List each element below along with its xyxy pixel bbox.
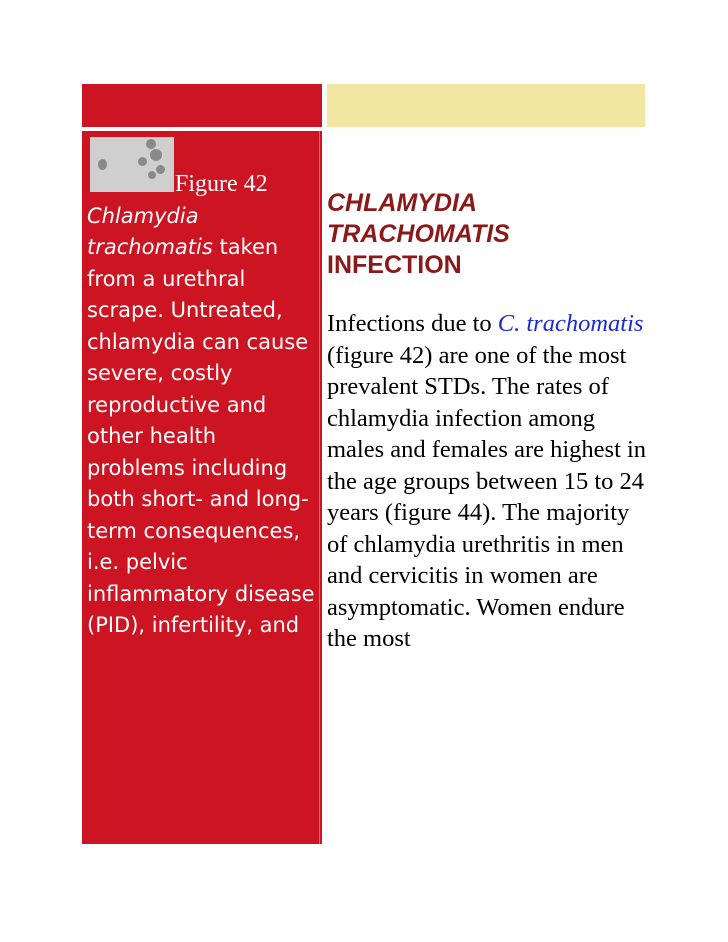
body-text: (figure 42) are one of the most prevalent STDs. The rates of chlamydia infection among males and females are highest in the age groups between 15 to 24 years (figure 44). The majority of chlamydia urethritis in men and cervicitis in women are asymptomatic. Women endure the most <box>327 341 647 652</box>
section-body <box>327 308 647 655</box>
section-heading <box>327 188 647 281</box>
body-prefix: Infections due to <box>327 310 498 337</box>
heading-line-2: TRACHOMATIS <box>327 220 510 248</box>
column-divider <box>319 131 320 844</box>
caption-species-name: Chlamydia trachomatis <box>87 203 213 259</box>
right-header-bar <box>327 84 645 127</box>
heading-line-3: INFECTION <box>327 251 462 279</box>
heading-line-1: CHLAMYDIA <box>327 189 477 217</box>
figure-label: Figure 42 <box>175 171 268 197</box>
figure-caption <box>87 169 319 642</box>
caption-body: taken from a urethral scrape. Untreated, chlamydia can cause severe, costly reproductive and other health problems including both short- and long-term consequences, i.e. pelvic inflammatory disease (PID), infertility, and <box>87 235 315 637</box>
species-name: C. trachomatis <box>497 310 644 337</box>
left-header-bar <box>82 84 322 127</box>
